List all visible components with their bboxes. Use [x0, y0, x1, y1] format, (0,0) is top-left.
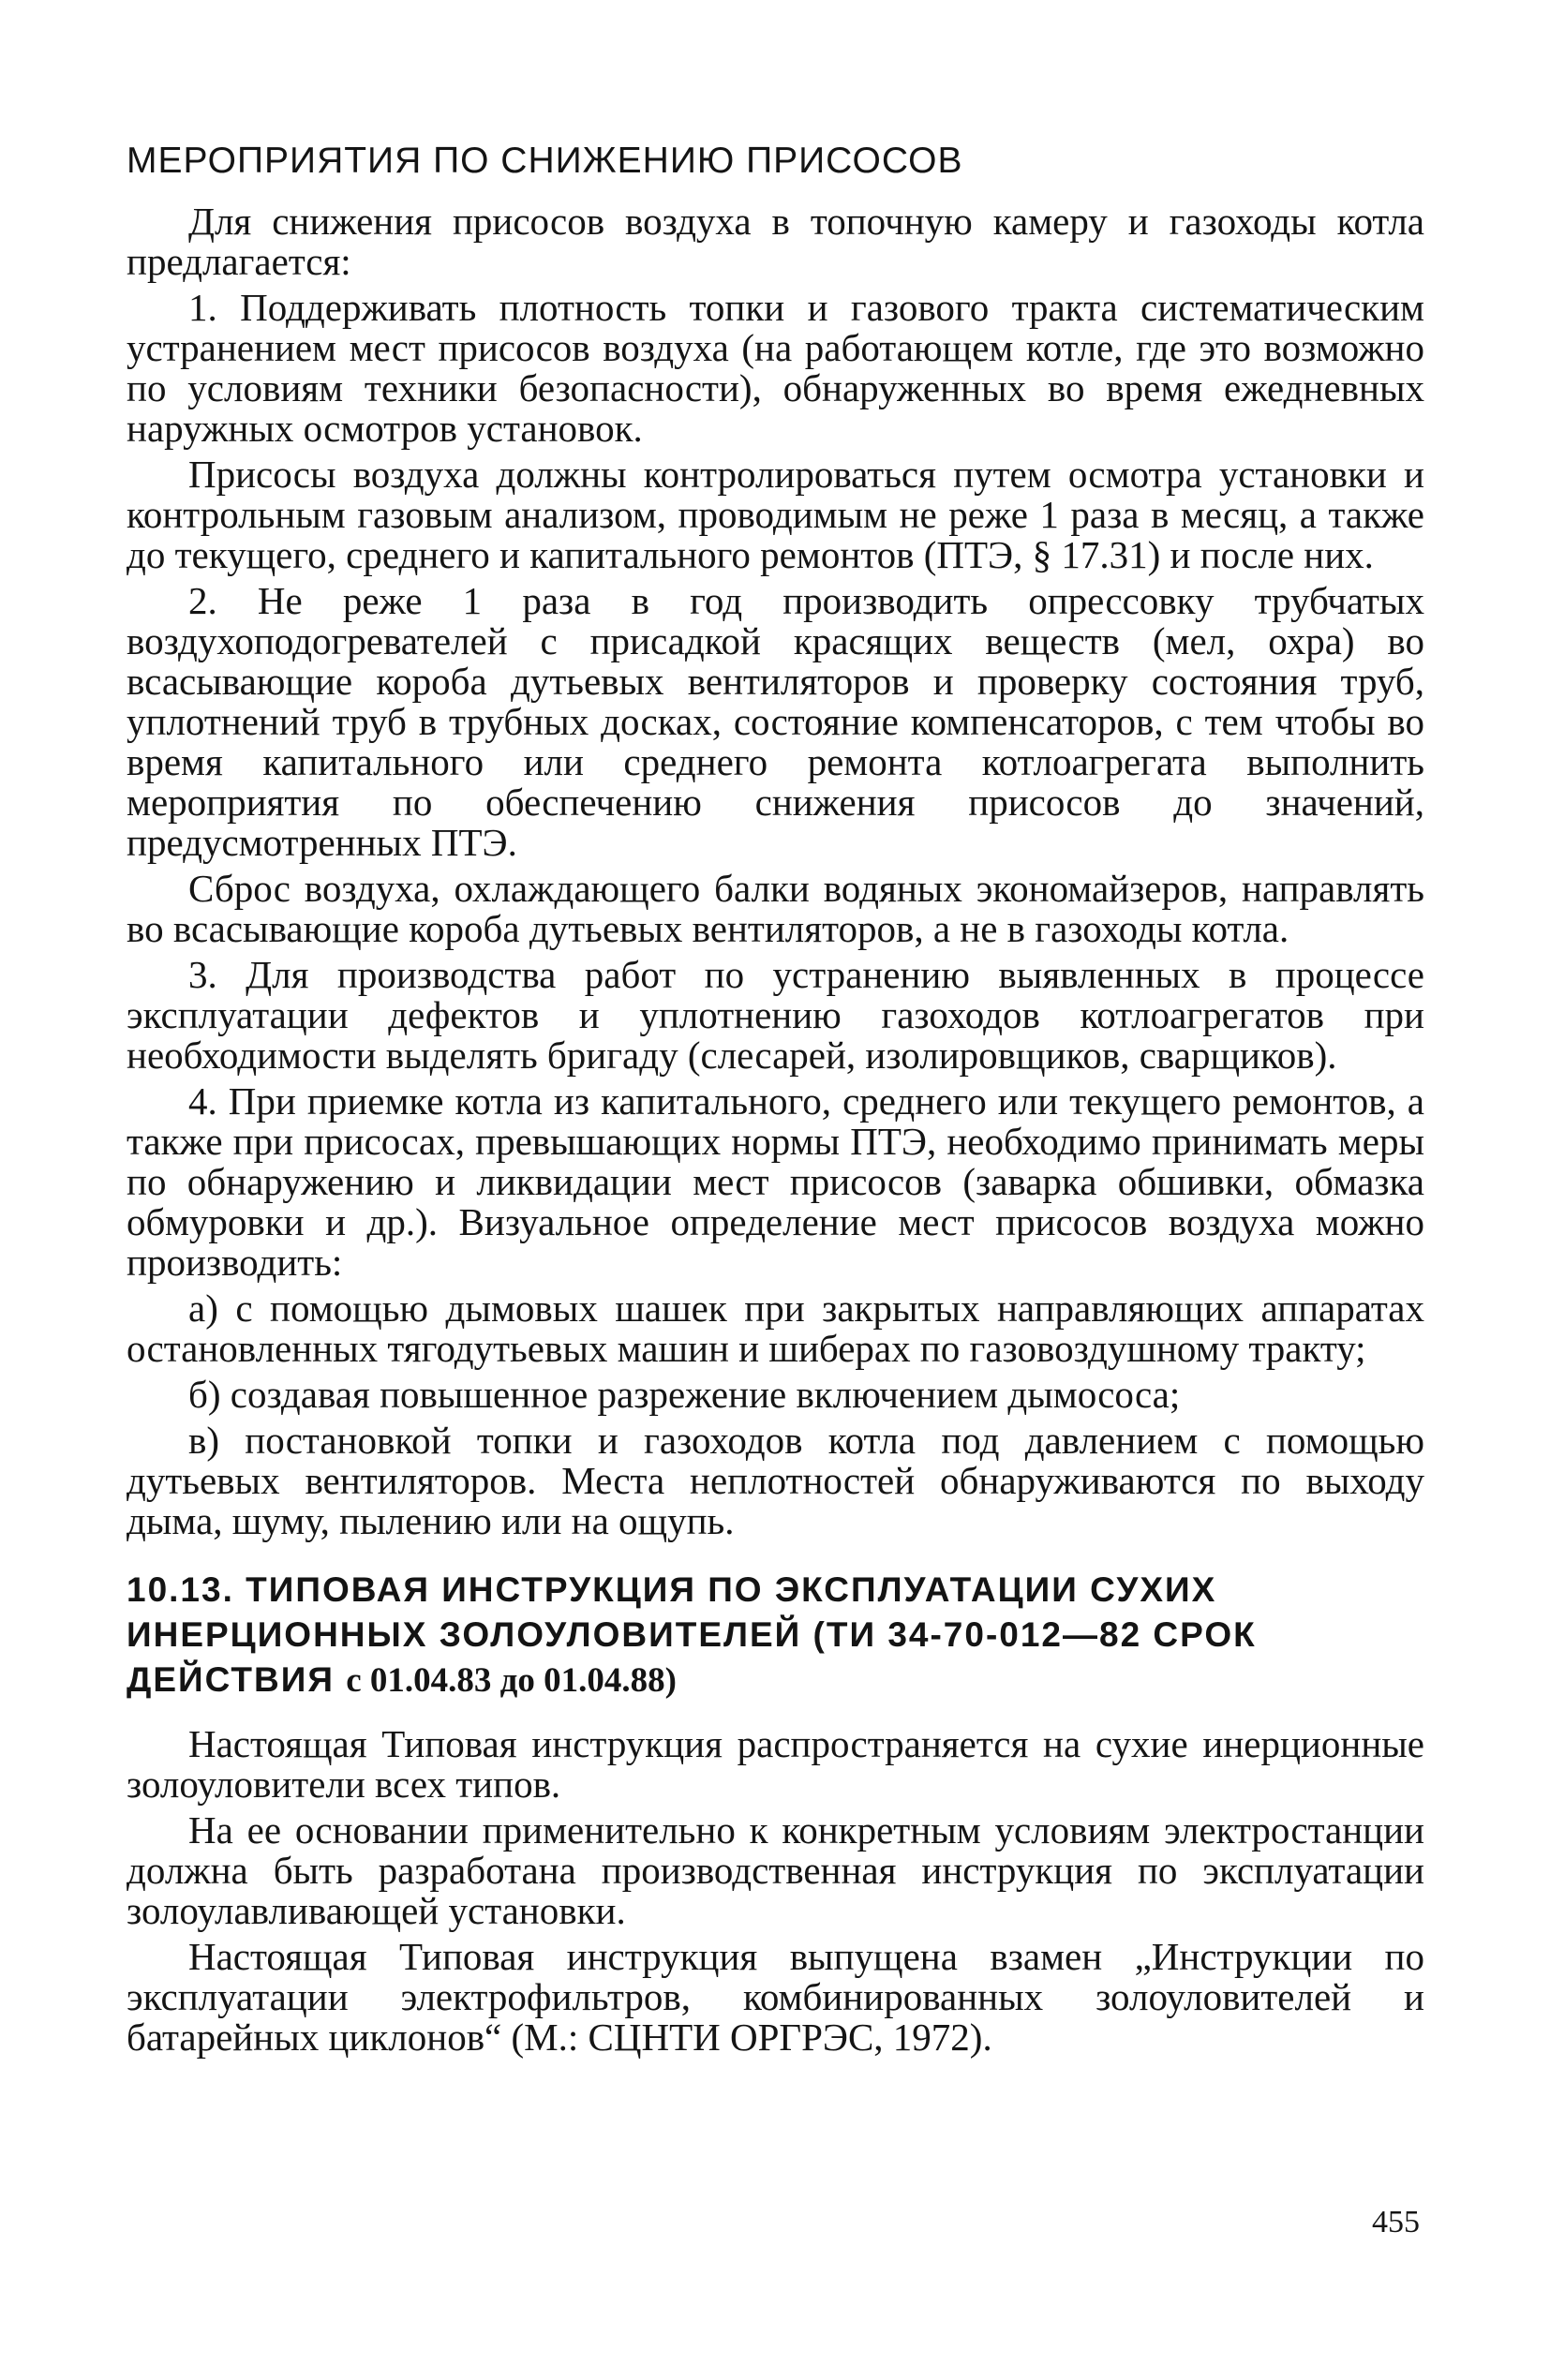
- paragraph: 1. Поддерживать плотность топки и газового тракта систематическим устранением мест присосов воздуха (на работающем котле, где это возможно по условиям техники безопасности), обнаруженных во время ежедневных наружных осмотров установок.: [127, 286, 1424, 450]
- list-item-b: б) создавая повышенное разрежение включением дымососа;: [188, 1373, 1181, 1416]
- page-number: 455: [1372, 2205, 1420, 2239]
- paragraph: 4. При приемке котла из капитального, среднего или текущего ремонтов, а также при присосах, превышающих нормы ПТЭ, необходимо принимать меры по обнаружению и ликвидации мест присосов (заварка обшивки, обмазка обмуровки и др.). Визуальное определение мест присосов воздуха можно производить:: [127, 1079, 1424, 1284]
- section-heading: [127, 1568, 1424, 1703]
- section-heading-dates: с 01.04.83 до 01.04.88): [346, 1661, 677, 1700]
- list-item-c: в) постановкой топки и газоходов котла под давлением с помощью дутьевых вентиляторов. Места неплотностей обнаруживаются по выходу дыма, шуму, пылению или на ощупь.: [127, 1419, 1424, 1542]
- paragraph: 3. Для производства работ по устранению выявленных в процессе эксплуатации дефектов и уплотнению газоходов котлоагрегатов при необходимости выделять бригаду (слесарей, изолировщиков, сварщиков).: [127, 953, 1424, 1077]
- paragraph: Для снижения присосов воздуха в топочную камеру и газоходы котла предлагается:: [127, 200, 1424, 283]
- paragraph: На ее основании применительно к конкретным условиям электростанции должна быть разработана производственная инструкция по эксплуатации золоулавливающей установки.: [127, 1808, 1424, 1932]
- paragraph: Сброс воздуха, охлаждающего балки водяных экономайзеров, направлять во всасывающие короба дутьевых вентиляторов, а не в газоходы котла.: [127, 867, 1424, 950]
- paragraph: Присосы воздуха должны контролироваться путем осмотра установки и контрольным газовым анализом, проводимым не реже 1 раза в месяц, а также до текущего, среднего и капитального ремонтов (ПТЭ, § 17.31) и после них.: [127, 453, 1424, 576]
- section-heading-main: 10.13. ТИПОВАЯ ИНСТРУКЦИЯ ПО ЭКСПЛУАТАЦИИ СУХИХ ИНЕРЦИОННЫХ ЗОЛОУЛОВИТЕЛЕЙ (ТИ 34-70-012—82 СРОК ДЕЙСТВИЯ: [127, 1570, 1257, 1699]
- paragraph: 2. Не реже 1 раза в год производить опрессовку трубчатых воздухоподогревателей с присадкой красящих веществ (мел, охра) во всасывающие короба дутьевых вентиляторов и проверку состояния труб, уплотнений труб в трубных досках, состояние компенсаторов, с тем чтобы во время капитального или среднего ремонта котлоагрегата выполнить мероприятия по обеспечению снижения присосов до значений, предусмотренных ПТЭ.: [127, 579, 1424, 864]
- document-page: [127, 141, 1424, 2063]
- paragraph: Настоящая Типовая инструкция распространяется на сухие инерционные золоуловители всех типов.: [127, 1722, 1424, 1806]
- list-item-a: а) с помощью дымовых шашек при закрытых направляющих аппаратах остановленных тягодутьевых машин и шиберах по газовоздушному тракту;: [127, 1287, 1424, 1370]
- paragraph: Настоящая Типовая инструкция выпущена взамен „Инструкции по эксплуатации электрофильтров, комбинированных золоуловителей и батарейных циклонов“ (М.: СЦНТИ ОРГРЭС, 1972).: [127, 1935, 1424, 2059]
- section-title: МЕРОПРИЯТИЯ ПО СНИЖЕНИЮ ПРИСОСОВ: [127, 141, 963, 181]
